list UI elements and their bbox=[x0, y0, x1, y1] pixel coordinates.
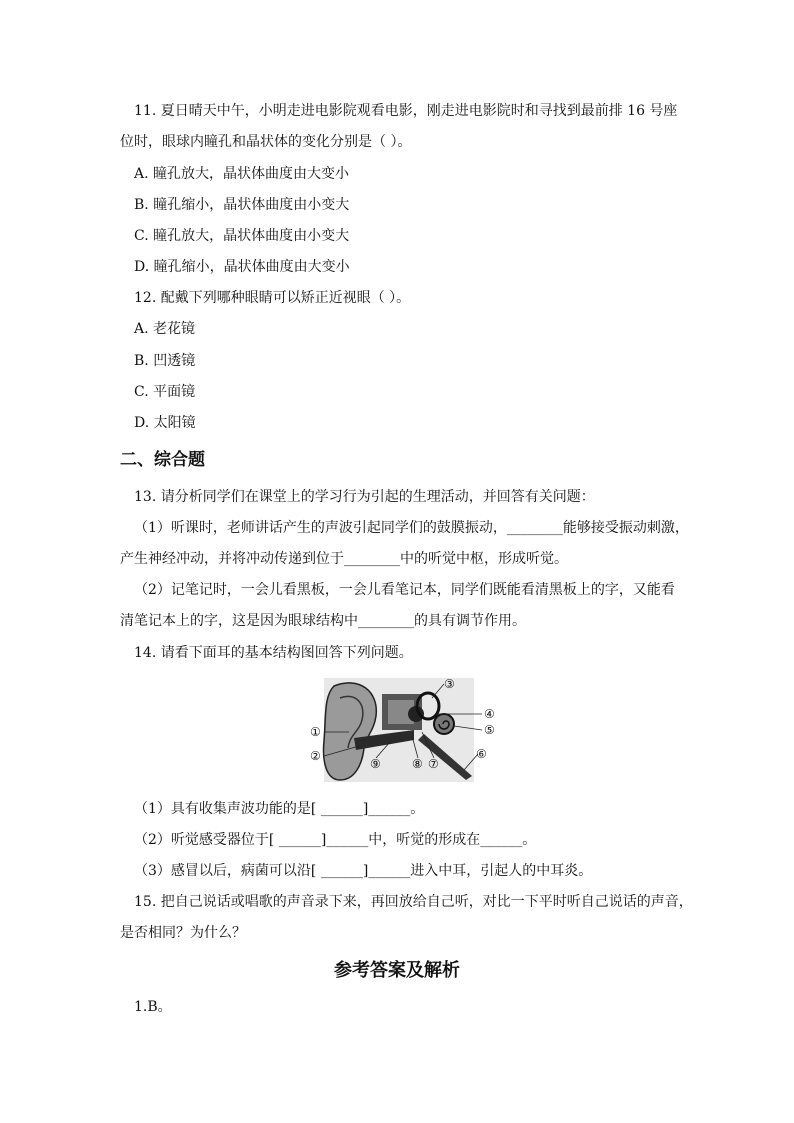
q11-option-b: B. 瞳孔缩小，晶状体曲度由小变大 bbox=[134, 197, 350, 213]
q12-option-d: D. 太阳镜 bbox=[134, 415, 196, 431]
label-1: ① bbox=[310, 725, 321, 739]
answers-title: 参考答案及解析 bbox=[334, 960, 460, 981]
label-9: ⑨ bbox=[370, 757, 381, 771]
section-heading: 二、综合题 bbox=[120, 450, 205, 470]
q11-option-c: C. 瞳孔放大，晶状体曲度由小变大 bbox=[134, 228, 350, 244]
label-2: ② bbox=[310, 749, 321, 763]
q11-stem-line-1: 11. 夏日晴天中午，小明走进电影院观看电影，刚走进电影院时和寻找到最前排 16 号座 bbox=[134, 103, 678, 119]
q13-part1-line-2: 产生神经冲动，并将冲动传递到位于________中的听觉中枢，形成听觉。 bbox=[120, 551, 568, 567]
q14-stem: 14. 请看下面耳的基本结构图回答下列问题。 bbox=[134, 645, 413, 661]
q15-stem-line-1: 15. 把自己说话或唱歌的声音录下来，再回放给自己听，对比一下平时听自己说话的声音， bbox=[134, 894, 693, 910]
label-4: ④ bbox=[484, 707, 495, 721]
q12-option-a: A. 老花镜 bbox=[134, 321, 196, 337]
cochlea-shape bbox=[434, 714, 454, 734]
q15-stem-line-2: 是否相同？为什么？ bbox=[120, 925, 246, 941]
q13-stem: 13. 请分析同学们在课堂上的学习行为引起的生理活动，并回答有关问题： bbox=[134, 489, 595, 505]
ear-structure-diagram bbox=[304, 676, 504, 788]
label-5: ⑤ bbox=[484, 723, 495, 737]
q13-part2-line-1: （2）记笔记时，一会儿看黑板，一会儿看笔记本，同学们既能看清黑板上的字，又能看 bbox=[134, 582, 675, 598]
q13-part1-line-1: （1）听课时，老师讲话产生的声波引起同学们的鼓膜振动，________能够接受振动刺激， bbox=[134, 520, 689, 536]
q11-option-a: A. 瞳孔放大，晶状体曲度由大变小 bbox=[134, 166, 350, 182]
q14-sub-2: （2）听觉感受器位于[ ______]______中，听觉的形成在______。 bbox=[134, 832, 537, 848]
q11-stem-line-2: 位时，眼球内瞳孔和晶状体的变化分别是（ ）。 bbox=[120, 134, 412, 150]
q12-option-b: B. 凹透镜 bbox=[134, 353, 196, 369]
q12-option-c: C. 平面镜 bbox=[134, 384, 196, 400]
q11-option-d: D. 瞳孔缩小，晶状体曲度由大变小 bbox=[134, 259, 350, 275]
q12-stem: 12. 配戴下列哪种眼睛可以矫正近视眼（ ）。 bbox=[134, 290, 411, 306]
q14-sub-1: （1）具有收集声波功能的是[ ______]______。 bbox=[134, 801, 425, 817]
label-6: ⑥ bbox=[476, 747, 487, 761]
label-3: ③ bbox=[444, 677, 455, 691]
q13-part2-line-2: 清笔记本上的字，这是因为眼球结构中________的具有调节作用。 bbox=[120, 613, 526, 629]
answer-1: 1.B。 bbox=[134, 999, 172, 1015]
label-7: ⑦ bbox=[428, 757, 439, 771]
label-8: ⑧ bbox=[412, 757, 423, 771]
q14-sub-3: （3）感冒以后，病菌可以沿[ ______]______进入中耳，引起人的中耳炎。 bbox=[134, 863, 593, 879]
